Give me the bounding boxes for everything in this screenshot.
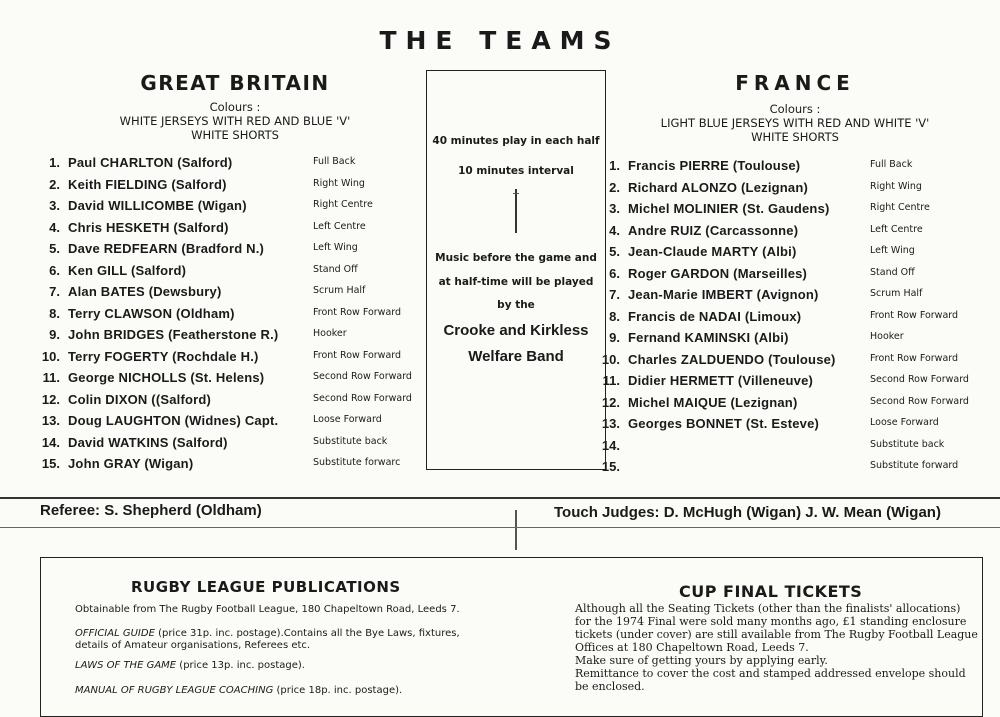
player-position: Right Centre — [313, 199, 373, 210]
player-name: Michel MAIQUE (Lezignan) — [628, 394, 798, 410]
player-position: Front Row Forward — [870, 352, 959, 364]
player-position: Loose Forward — [313, 414, 382, 425]
player-name: David WATKINS (Salford) — [68, 434, 228, 450]
player-name: Jean-Claude MARTY (Albi) — [628, 244, 797, 259]
player-number: 11. — [602, 373, 620, 388]
player-number: 7. — [49, 284, 60, 299]
player-number: 11. — [42, 370, 60, 385]
music-text-3: by the — [497, 299, 535, 311]
roster-row — [598, 201, 993, 223]
player-position: Substitute forwarc — [313, 457, 401, 468]
roster-row — [598, 416, 993, 438]
roster-row — [38, 413, 428, 435]
player-position: Substitute back — [870, 438, 945, 450]
roster-row — [38, 392, 428, 414]
roster-row — [598, 180, 993, 202]
manual-detail: (price 18p. inc. postage). — [273, 685, 403, 696]
player-name: John BRIDGES (Featherstone R.) — [68, 327, 279, 342]
roster-row — [38, 177, 428, 199]
player-position: Left Centre — [870, 223, 923, 235]
tickets-line: Make sure of getting yours by applying early. — [575, 654, 828, 667]
divider-line-top — [0, 497, 1000, 499]
player-position: Scrum Half — [313, 285, 366, 296]
player-name: David WILLICOMBE (Wigan) — [68, 198, 247, 213]
player-number: 14. — [41, 434, 60, 450]
player-number: 2. — [49, 176, 60, 192]
player-position: Stand Off — [313, 263, 358, 275]
roster-row — [38, 198, 428, 220]
roster-row — [598, 373, 993, 395]
player-name: Richard ALONZO (Lezignan) — [628, 179, 809, 195]
roster-row — [598, 158, 993, 180]
publications-heading: RUGBY LEAGUE PUBLICATIONS — [131, 578, 401, 596]
player-number: 1. — [609, 158, 620, 173]
player-name: Francis de NADAI (Limoux) — [628, 308, 802, 324]
player-name: George NICHOLLS (St. Helens) — [68, 370, 265, 385]
player-position: Hooker — [870, 331, 904, 342]
player-number: 3. — [49, 198, 60, 213]
tickets-line: Although all the Seating Tickets (other than the finalists' allocations) — [575, 602, 961, 615]
laws-detail: (price 13p. inc. postage). — [176, 660, 305, 671]
player-name: Alan BATES (Dewsbury) — [68, 284, 222, 299]
fold-mark — [515, 510, 517, 550]
player-position: Full Back — [313, 156, 356, 167]
player-number: 13. — [601, 416, 620, 431]
roster-row — [38, 155, 428, 177]
band-name-1: Crooke and Kirkless — [443, 322, 589, 339]
divider-tick — [513, 193, 519, 194]
colours-jerseys: WHITE JERSEYS WITH RED AND BLUE 'V' — [119, 114, 351, 128]
player-number: 14. — [601, 437, 620, 453]
roster-row — [598, 438, 993, 460]
player-position: Left Wing — [313, 242, 358, 253]
player-number: 9. — [49, 327, 60, 342]
official-guide-text — [75, 628, 460, 652]
tickets-heading: CUP FINAL TICKETS — [679, 582, 863, 601]
player-name: Doug LAUGHTON (Widnes) Capt. — [68, 413, 279, 428]
player-position: Substitute back — [313, 435, 388, 447]
roster-row — [598, 395, 993, 417]
roster-row — [598, 223, 993, 245]
player-number: 9. — [609, 330, 620, 345]
player-name: Keith FIELDING (Salford) — [68, 176, 227, 192]
player-name: Roger GARDON (Marseilles) — [628, 265, 808, 281]
roster-great-britain — [38, 155, 428, 478]
player-position: Right Wing — [313, 177, 365, 189]
manual-title: MANUAL OF RUGBY LEAGUE COACHING — [75, 685, 274, 696]
roster-row — [598, 309, 993, 331]
player-position: Substitute forward — [870, 460, 959, 471]
player-name: Andre RUIZ (Carcassonne) — [628, 222, 799, 238]
roster-row — [38, 435, 428, 457]
player-position: Scrum Half — [870, 288, 923, 299]
player-position: Second Row Forward — [313, 392, 412, 404]
player-number: 12. — [41, 391, 60, 407]
roster-row — [598, 352, 993, 374]
publications-intro: Obtainable from The Rugby Football League, 180 Chapeltown Road, Leeds 7. — [75, 604, 460, 615]
match-info-box — [426, 70, 606, 470]
player-position: Right Wing — [870, 180, 922, 192]
roster-row — [598, 459, 993, 481]
player-number: 10. — [601, 351, 620, 367]
divider-line-bottom — [0, 527, 1000, 528]
roster-france — [598, 158, 993, 481]
roster-row — [38, 263, 428, 285]
colours-jerseys: LIGHT BLUE JERSEYS WITH RED AND WHITE 'V' — [660, 116, 930, 130]
player-name: Ken GILL (Salford) — [68, 262, 187, 278]
official-guide-detail: (price 31p. inc. postage).Contains all the Bye Laws, fixtures, — [154, 628, 460, 639]
colours-shorts: WHITE SHORTS — [751, 130, 839, 144]
referee-text: Referee: S. Shepherd (Oldham) — [40, 502, 262, 519]
player-position: Front Row Forward — [313, 349, 402, 361]
player-number: 8. — [609, 308, 620, 324]
roster-row — [598, 287, 993, 309]
colours-label: Colours : — [769, 102, 821, 116]
roster-row — [38, 241, 428, 263]
colours-france — [630, 102, 960, 144]
player-name: Fernand KAMINSKI (Albi) — [628, 330, 789, 345]
player-position: Left Centre — [313, 220, 366, 232]
tickets-text — [575, 602, 978, 693]
player-position: Stand Off — [870, 266, 915, 278]
player-number: 6. — [49, 262, 60, 278]
player-position: Right Centre — [870, 202, 930, 213]
player-position: Front Row Forward — [870, 309, 959, 321]
roster-row — [38, 327, 428, 349]
roster-row — [38, 349, 428, 371]
tickets-line: Remittance to cover the cost and stamped addressed envelope should — [575, 667, 966, 680]
tickets-line: be enclosed. — [575, 680, 645, 693]
colours-shorts: WHITE SHORTS — [191, 128, 279, 142]
player-position: Second Row Forward — [313, 371, 412, 382]
player-name: Jean-Marie IMBERT (Avignon) — [628, 287, 819, 302]
roster-row — [38, 306, 428, 328]
colours-great-britain — [90, 100, 380, 142]
player-position: Second Row Forward — [870, 374, 969, 385]
interval-text: 10 minutes interval — [458, 165, 574, 177]
player-position: Hooker — [313, 328, 347, 339]
official-guide-detail-2: details of Amateur organisations, Referees etc. — [75, 640, 311, 651]
roster-row — [598, 330, 993, 352]
player-number: 5. — [49, 241, 60, 256]
laws-title: LAWS OF THE GAME — [75, 660, 177, 671]
half-duration-text: 40 minutes play in each half — [432, 135, 600, 147]
divider-mark — [515, 189, 517, 233]
player-number: 2. — [609, 179, 620, 195]
page-title: THE TEAMS — [379, 26, 621, 55]
player-name: Georges BONNET (St. Esteve) — [628, 416, 820, 431]
tickets-line: tickets (under cover) are still available from The Rugby Football League — [575, 628, 978, 641]
tickets-line: Offices at 180 Chapeltown Road, Leeds 7. — [575, 641, 809, 654]
roster-row — [38, 220, 428, 242]
colours-label: Colours : — [209, 100, 261, 114]
team-name-france: FRANCE — [735, 71, 855, 95]
roster-row — [598, 244, 993, 266]
roster-row — [598, 266, 993, 288]
player-name: Charles ZALDUENDO (Toulouse) — [628, 351, 836, 367]
player-number: 15. — [41, 456, 60, 471]
player-number: 8. — [49, 305, 60, 321]
manual-text — [75, 685, 402, 697]
player-number: 4. — [609, 222, 620, 238]
player-name: Didier HERMETT (Villeneuve) — [628, 373, 814, 388]
roster-row — [38, 456, 428, 478]
laws-text — [75, 660, 305, 672]
publications-box — [40, 557, 983, 717]
player-position: Loose Forward — [870, 417, 939, 428]
player-name: Francis PIERRE (Toulouse) — [628, 158, 801, 173]
player-number: 1. — [49, 155, 60, 170]
band-name-2: Welfare Band — [468, 348, 564, 365]
official-guide-title: OFFICIAL GUIDE — [75, 628, 155, 639]
player-name: John GRAY (Wigan) — [68, 456, 194, 471]
player-number: 13. — [41, 413, 60, 428]
player-name: Dave REDFEARN (Bradford N.) — [68, 241, 265, 256]
player-position: Left Wing — [870, 245, 915, 256]
player-name: Paul CHARLTON (Salford) — [68, 155, 233, 170]
music-text-1: Music before the game and — [435, 252, 597, 264]
player-number: 6. — [609, 265, 620, 281]
player-name: Colin DIXON ((Salford) — [68, 391, 212, 407]
player-name: Terry FOGERTY (Rochdale H.) — [68, 348, 259, 364]
music-text-2: at half-time will be played — [438, 276, 594, 288]
player-name: Michel MOLINIER (St. Gaudens) — [628, 201, 830, 216]
player-position: Full Back — [870, 159, 913, 170]
roster-row — [38, 370, 428, 392]
player-position: Front Row Forward — [313, 306, 402, 318]
tickets-line: for the 1974 Final were sold many months ago, £1 standing enclosure — [575, 615, 967, 628]
player-number: 4. — [49, 219, 60, 235]
player-number: 10. — [41, 348, 60, 364]
player-number: 15. — [601, 459, 620, 474]
team-name-great-britain: GREAT BRITAIN — [140, 71, 330, 95]
player-name: Chris HESKETH (Salford) — [68, 219, 229, 235]
player-number: 12. — [601, 394, 620, 410]
player-name: Terry CLAWSON (Oldham) — [68, 305, 235, 321]
player-position: Second Row Forward — [870, 395, 969, 407]
touch-judges-text: Touch Judges: D. McHugh (Wigan) J. W. Mean (Wigan) — [554, 504, 941, 521]
player-number: 5. — [609, 244, 620, 259]
roster-row — [38, 284, 428, 306]
player-number: 3. — [609, 201, 620, 216]
player-number: 7. — [609, 287, 620, 302]
